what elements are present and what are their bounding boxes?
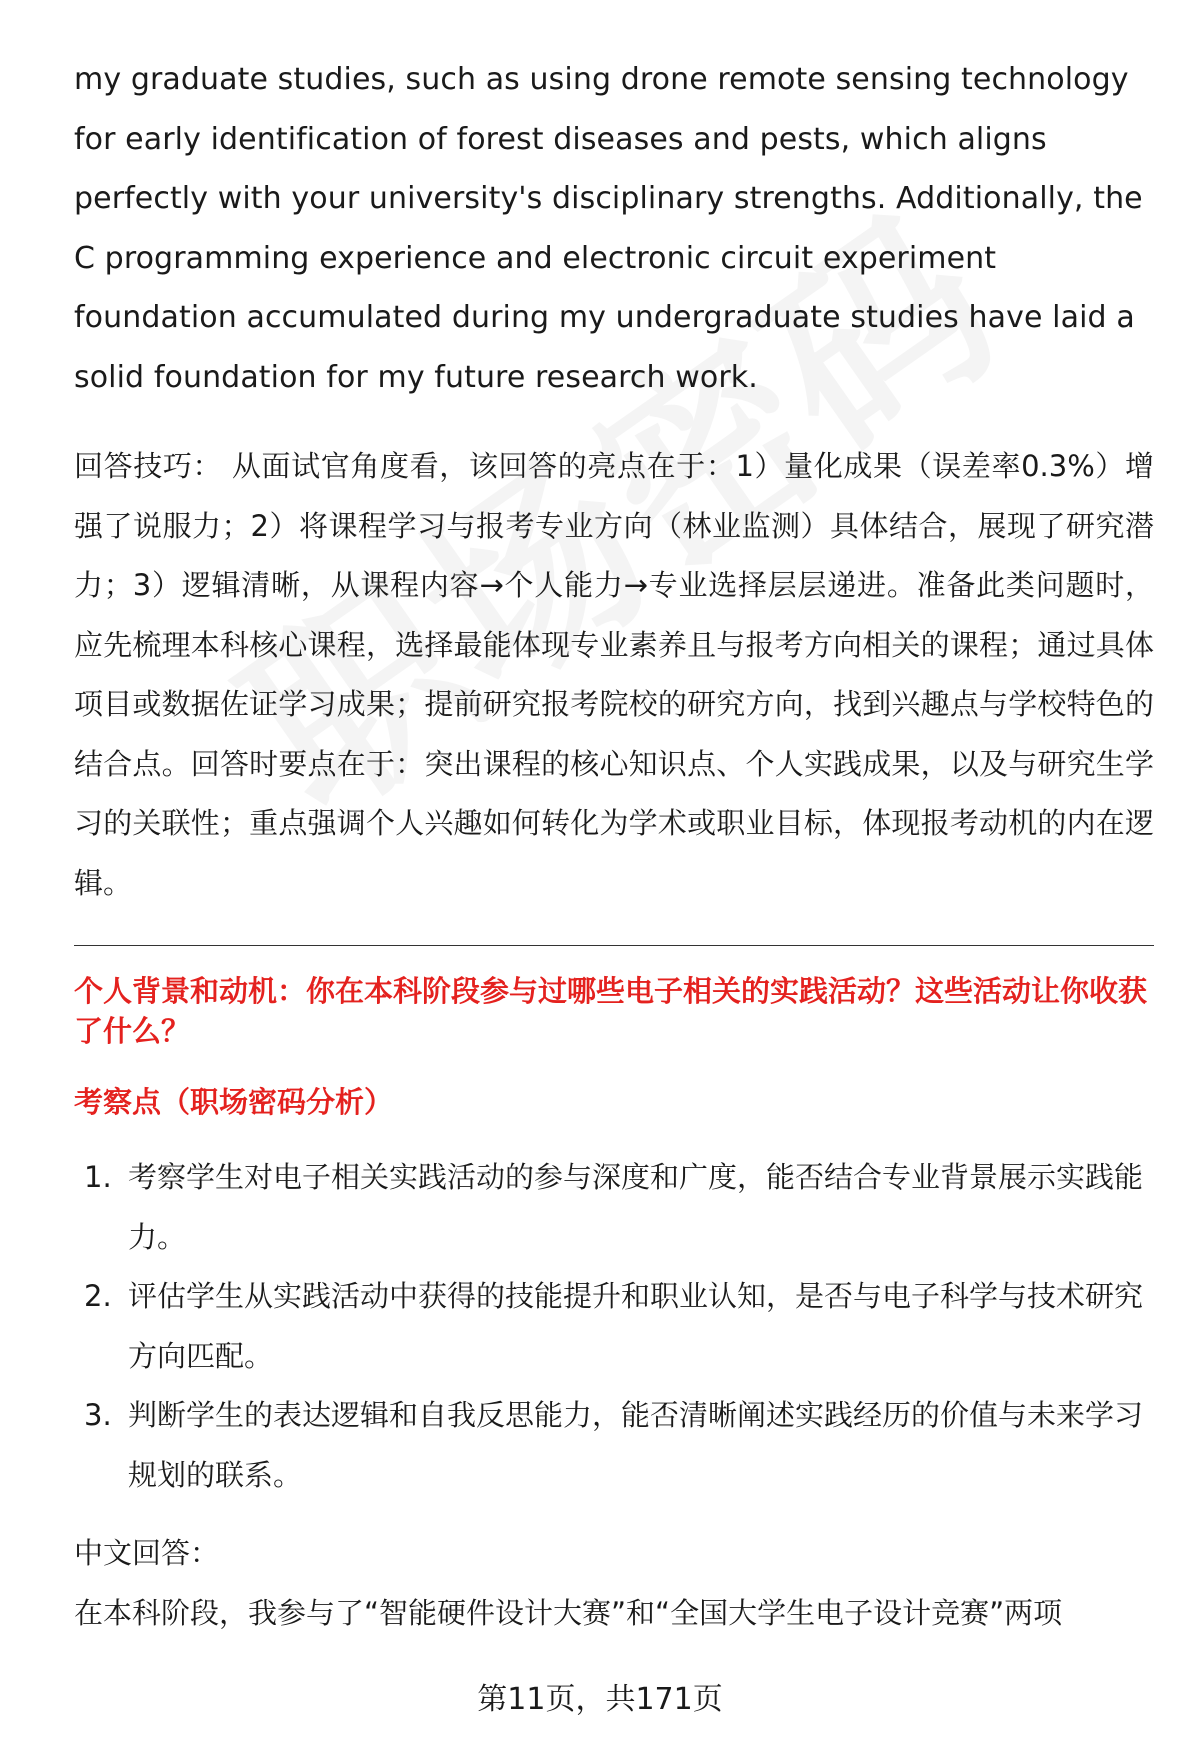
intro-paragraph: my graduate studies, such as using drone remote sensing technology for early identification of forest diseases and pests, which aligns perfectly with your university's disciplinary strengths. Additionally, the C programming experience and electronic circuit experiment foundation accumulated during my undergraduate studies have laid a solid foundation for my future research work. xyxy=(74,62,1143,395)
list-item-text: 评估学生从实践活动中获得的技能提升和职业认知，是否与电子科学与技术研究方向匹配。 xyxy=(128,1279,1144,1373)
answer-label: 中文回答： xyxy=(74,1536,220,1570)
list-number: 1. xyxy=(84,1160,112,1194)
assessment-heading: 考察点（职场密码分析） xyxy=(74,1085,394,1119)
answer-text: 在本科阶段，我参与了“智能硬件设计大赛”和“全国大学生电子设计竞赛”两项 xyxy=(74,1595,1063,1630)
question-heading: 个人背景和动机：你在本科阶段参与过哪些电子相关的实践活动？这些活动让你收获了什么？ xyxy=(74,974,1148,1048)
page-footer: 第11页，共171页 xyxy=(477,1682,723,1717)
answer-tips-paragraph: 回答技巧： 从面试官角度看，该回答的亮点在于：1）量化成果（误差率0.3%）增强了说服力；2）将课程学习与报考专业方向（林业监测）具体结合，展现了研究潜力；3）逻辑清晰，从课程内容→个人能力→专业选择层层递进。准备此类问题时，应先梳理本科核心课程，选择最能体现专业素养且与报考方向相关的课程；通过具体项目或数据佐证学习成果；提前研究报考院校的研究方向，找到兴趣点与学校特色的结合点。回答时要点在于：突出课程的核心知识点、个人实践成果，以及与研究生学习的关联性；重点强调个人兴趣如何转化为学术或职业目标，体现报考动机的内在逻辑。 xyxy=(74,449,1154,900)
assessment-list xyxy=(74,1148,1154,1505)
list-item xyxy=(74,1386,1154,1505)
list-item xyxy=(74,1267,1154,1386)
list-item xyxy=(74,1148,1154,1267)
list-item-text: 考察学生对电子相关实践活动的参与深度和广度，能否结合专业背景展示实践能力。 xyxy=(128,1160,1144,1254)
document-page xyxy=(74,50,1154,1643)
list-number: 2. xyxy=(84,1279,112,1313)
list-number: 3. xyxy=(84,1398,112,1432)
section-divider xyxy=(74,945,1154,946)
list-item-text: 判断学生的表达逻辑和自我反思能力，能否清晰阐述实践经历的价值与未来学习规划的联系。 xyxy=(128,1398,1144,1492)
